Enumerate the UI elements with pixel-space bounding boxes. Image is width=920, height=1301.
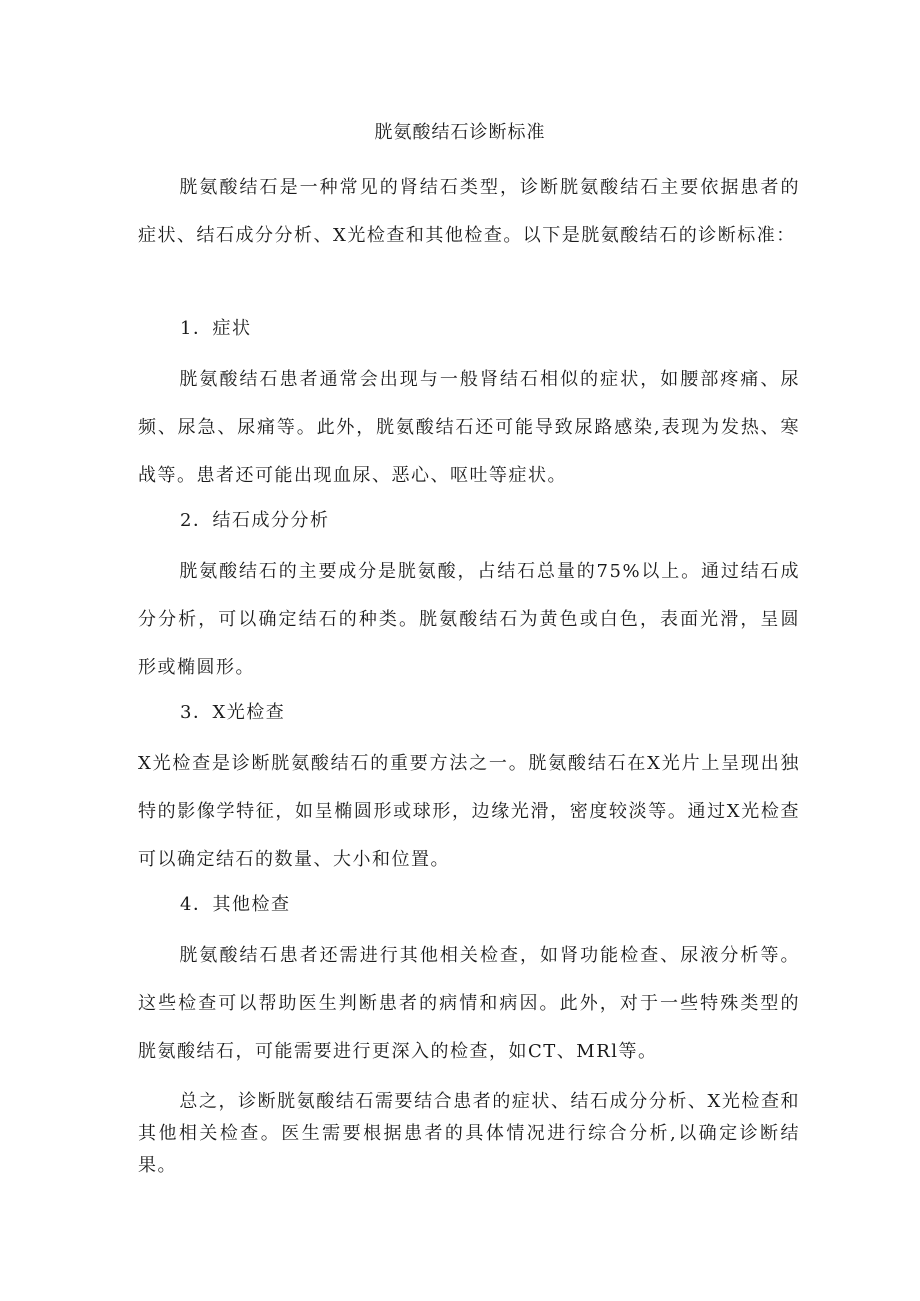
section-heading-composition: 2．结石成分分析 [180, 510, 330, 531]
page-title: 胱氨酸结石诊断标准 [374, 122, 546, 143]
conclusion-paragraph: 总之，诊断胱氨酸结石需要结合患者的症状、结石成分分析、X光检查和其他相关检查。医生需要根据患者的具体情况进行综合分析,以确定诊断结果。 [138, 1091, 800, 1176]
section-body-other-exams: 胱氨酸结石患者还需进行其他相关检查，如肾功能检查、尿液分析等。这些检查可以帮助医生判断患者的病情和病因。此外，对于一些特殊类型的胱氨酸结石，可能需要进行更深入的检查，如CT、MRl等。 [138, 945, 800, 1062]
section-body-composition: 胱氨酸结石的主要成分是胱氨酸，占结石总量的75%以上。通过结石成分分析，可以确定结石的种类。胱氨酸结石为黄色或白色，表面光滑，呈圆形或椭圆形。 [138, 561, 800, 678]
section-heading-other-exams: 4．其他检查 [180, 894, 291, 915]
section-body-symptoms: 胱氨酸结石患者通常会出现与一般肾结石相似的症状，如腰部疼痛、尿频、尿急、尿痛等。此外，胱氨酸结石还可能导致尿路感染,表现为发热、寒战等。患者还可能出现血尿、恶心、呕吐等症状。 [138, 369, 800, 486]
intro-paragraph: 胱氨酸结石是一种常见的肾结石类型，诊断胱氨酸结石主要依据患者的症状、结石成分分析、X光检查和其他检查。以下是胱氨酸结石的诊断标准： [138, 177, 800, 246]
section-body-xray: X光检查是诊断胱氨酸结石的重要方法之一。胱氨酸结石在X光片上呈现出独特的影像学特征，如呈椭圆形或球形，边缘光滑，密度较淡等。通过X光检查可以确定结石的数量、大小和位置。 [138, 753, 800, 870]
section-heading-symptoms: 1．症状 [180, 318, 252, 339]
section-heading-xray: 3．X光检查 [180, 702, 286, 723]
